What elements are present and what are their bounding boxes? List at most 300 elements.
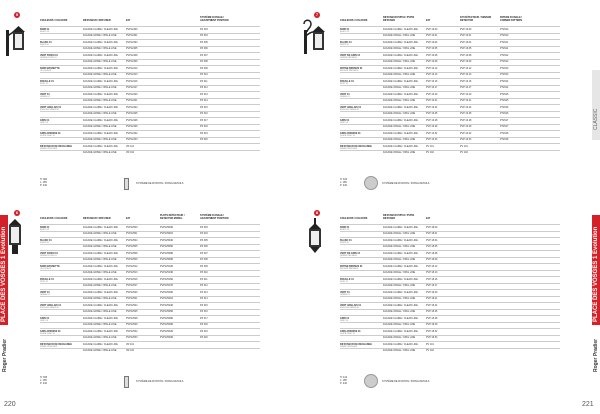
- colour-cell-english: OLD BLACK: [40, 267, 52, 270]
- header-colour: COULEURS / COLOURS: [40, 19, 68, 23]
- reference-cell: PVP 18.25: [426, 310, 438, 313]
- dim-width: L: 185: [40, 379, 47, 382]
- diffuser-cell: FACADE CLAIRE / CLEAR LINE: [83, 27, 118, 31]
- colour-cell-english: GREY 01: [40, 319, 49, 322]
- wall-lantern-icon: [4, 20, 26, 60]
- accessory-cell: PT2914: [500, 79, 509, 83]
- colour-cell-french: VERT ANGLAIS 01: [340, 105, 362, 109]
- colour-cell-french: NOIR MASSETTE: [40, 66, 60, 70]
- diffuser-cell: FACADE OPALE / OPAL LINE: [383, 151, 416, 154]
- reference-cell: PVP12421: [126, 99, 138, 102]
- reference-cell: PVP12417: [126, 86, 138, 89]
- colour-cell-english: WHITE 01: [40, 241, 50, 244]
- diffuser-cell: FACADE CLAIRE / CLEAR LINE: [383, 40, 418, 44]
- product-section-5: [15, 12, 260, 202]
- colour-cell-english: RUST 01: [40, 280, 49, 283]
- reference-cell: PVP12429: [126, 125, 138, 128]
- reference-cell: PVP 16.13: [426, 73, 438, 76]
- product-badge: 7: [315, 12, 319, 17]
- diffuser-cell: FACADE CLAIRE / CLEAR LINE: [383, 290, 418, 294]
- detector-cell: PVP12520D: [160, 290, 174, 294]
- colour-cell-french: ROUILLE 01: [40, 79, 54, 83]
- dimensions: [340, 376, 347, 385]
- accessory-cell: PT2917: [500, 125, 509, 128]
- dimension-diagram-icon: [124, 376, 129, 388]
- reference-cell: PVP12412: [126, 66, 138, 70]
- colour-cell-english: GREEN 01: [40, 95, 50, 98]
- accessory-cell: PZ 304: [200, 34, 208, 37]
- reference-cell: PVP12425: [126, 112, 138, 115]
- detector-cell: PVP 16.00: [460, 27, 472, 31]
- product-badge: 5: [15, 12, 19, 17]
- spec-table: [40, 26, 260, 156]
- colour-cell-english: WHITE 01: [40, 43, 50, 46]
- diffuser-cell: FACADE CLAIRE / CLEAR LINE: [83, 264, 118, 268]
- reference-cell: PVP12525: [126, 310, 138, 313]
- colour-cell-french: GRIS ARDOISE 01: [40, 329, 61, 333]
- diffuser-cell: FACADE CLAIRE / CLEAR LINE: [83, 342, 118, 346]
- colour-cell-english: RUST 01: [340, 280, 349, 283]
- reference-cell: PVP12529: [126, 323, 138, 326]
- dim-height: H: 420: [340, 178, 348, 181]
- detector-cell: PVP12528D: [160, 316, 174, 320]
- header-diffuser: DIFFUSEUR / DIFFUSER: [83, 217, 111, 221]
- colour-cell-french: NOIR 01: [340, 225, 350, 229]
- reference-cell: PVP 16.12: [426, 66, 438, 70]
- accessory-cell: PZ 311: [200, 79, 208, 83]
- detector-cell: PVP 16.17: [460, 86, 472, 89]
- detector-cell: PVP12516D: [160, 277, 174, 281]
- colour-cell-english: GREEN 01: [40, 293, 50, 296]
- colour-cell-french: GRIS ARDOISE 01: [340, 131, 361, 135]
- dim-depth: P: 240: [40, 382, 47, 385]
- colour-cell-french: NOIR MASSETTE: [40, 264, 60, 268]
- diffuser-cell: FACADE GRISE / OPALE LINE: [83, 138, 117, 141]
- accessory-cell: PZ 309: [200, 264, 208, 268]
- reference-cell: PVP 18.05: [426, 245, 438, 248]
- accessory-cell: PZ 308: [200, 60, 208, 63]
- colour-cell-english: OLD BLACK: [40, 69, 52, 72]
- colour-cell-french: DIFFUSEUR DE RECHANGE: [340, 342, 373, 346]
- accessory-cell: PT2912: [500, 60, 509, 63]
- diffuser-cell: FACADE OPALE / OPAL LINE: [383, 138, 416, 141]
- reference-cell: VR 101: [126, 342, 134, 346]
- colour-cell-french: VERT DE GRIS 01: [340, 251, 361, 255]
- colour-cell-english: SPARE DIFFUSER: [40, 345, 58, 348]
- dimensions: [40, 178, 47, 187]
- diffuser-cell: FACADE CLAIRE / CLEAR LINE: [383, 105, 418, 109]
- colour-cell-english: SLATE GREY 01: [40, 134, 56, 137]
- diffuser-cell: FACADE OPALE / OPAL LINE: [383, 232, 416, 235]
- reference-cell: PVP12400: [126, 27, 138, 31]
- diffuser-cell: FACADE GRISE / OPALE LINE: [83, 349, 117, 352]
- diffuser-cell: FACADE GRISE / OPALE LINE: [83, 297, 117, 300]
- reference-cell: PVP 18.32: [426, 329, 438, 333]
- dimensions: [340, 178, 347, 187]
- diffuser-cell: FACADE GRISE / OPALE LINE: [83, 73, 117, 76]
- dim-width: L: 185: [40, 181, 47, 184]
- detector-cell: PVP12533D: [160, 336, 174, 339]
- detector-cell: PVP12505D: [160, 245, 174, 248]
- accessory-cell: PZ 318: [200, 125, 208, 128]
- detector-cell: PVP 16.24: [460, 105, 472, 109]
- diffuser-cell: FACADE CLAIRE / CLEAR LINE: [83, 290, 118, 294]
- reference-cell: PVP12405: [126, 47, 138, 50]
- colour-cell-english: GREEN ROSSI 01: [40, 56, 57, 59]
- reference-cell: PVP 16.25: [426, 112, 438, 115]
- accessory-cell: PZ 318: [200, 323, 208, 326]
- dimensions: [40, 376, 47, 385]
- reference-cell: PVP 16.21: [426, 99, 438, 102]
- colour-cell-french: BLANC 01: [40, 238, 52, 242]
- reference-cell: PVP12424: [126, 105, 138, 109]
- reference-cell: PVP12413: [126, 73, 138, 76]
- colour-cell-french: VERT 01: [40, 92, 50, 96]
- accessory-cell: PZ 303: [200, 27, 208, 31]
- header-corner: PATERE D'ANGLE / CORNER PATTERN: [500, 16, 522, 23]
- spec-table: [340, 224, 560, 354]
- reference-cell: PVP12408: [126, 53, 138, 57]
- detector-cell: PVP12501D: [160, 232, 174, 235]
- reference-cell: PVP12500: [126, 225, 138, 229]
- detector-cell: PVP 16.29: [460, 125, 472, 128]
- dim-height: H: 380: [40, 178, 48, 181]
- reference-cell: PVP 18.21: [426, 297, 438, 300]
- diffuser-cell: FACADE CLAIRE / CLEAR LINE: [83, 79, 118, 83]
- diffuser-cell: FACADE CLAIRE / CLEAR LINE: [83, 303, 118, 307]
- detector-cell: PVP12517D: [160, 284, 174, 287]
- reference-cell: PVP12520: [126, 290, 138, 294]
- fixing-note: SYSTÈME DE FIXATION / FIXING DETAILS: [382, 182, 430, 185]
- diffuser-cell: FACADE OPALE / OPAL LINE: [383, 47, 416, 50]
- diffuser-cell: FACADE CLAIRE / CLEAR LINE: [383, 342, 418, 346]
- colour-cell-french: VERT ROSSI 01: [40, 53, 58, 57]
- detector-cell: PVP 16.21: [460, 99, 472, 102]
- detector-cell: PVP 16.13: [460, 73, 472, 76]
- diffuser-cell: FACADE OPALE / OPAL LINE: [383, 297, 416, 300]
- colour-cell-english: BLACK 01: [40, 30, 50, 33]
- colour-cell-english: ENGLISH GREEN 01: [340, 108, 360, 111]
- reference-cell: PVP12504: [126, 238, 138, 242]
- diffuser-cell: FACADE CLAIRE / CLEAR LINE: [83, 277, 118, 281]
- accessory-cell: PZ 315: [200, 105, 208, 109]
- diffuser-cell: FACADE CLAIRE / CLEAR LINE: [383, 53, 418, 57]
- accessory-cell: PZ 312: [200, 284, 208, 287]
- diffuser-cell: FACADE OPALE / OPAL LINE: [383, 271, 416, 274]
- accessory-cell: PZ 317: [200, 316, 208, 320]
- brand-name-left: Roger Pradier: [2, 338, 8, 372]
- accessory-cell: PZ 310: [200, 73, 208, 76]
- accessory-cell: PZ 305: [200, 40, 208, 44]
- colour-cell-french: VERT 01: [340, 290, 350, 294]
- reference-cell: PVP 16.33: [426, 138, 438, 141]
- reference-cell: PV 101: [426, 144, 434, 148]
- colour-cell-french: BLANC 01: [340, 238, 352, 242]
- diffuser-cell: FACADE GRISE / OPALE LINE: [83, 284, 117, 287]
- header-diffuser: DIFFUSEUR / DIFFUSER: [83, 19, 111, 23]
- colour-cell-french: GRIS 01: [340, 118, 350, 122]
- diffuser-cell: FACADE CLAIRE / CLEAR LINE: [83, 92, 118, 96]
- diffuser-cell: FACADE CLAIRE / CLEAR LINE: [83, 329, 118, 333]
- reference-cell: PVP 16.16: [426, 79, 438, 83]
- diffuser-cell: FACADE CLAIRE / CLEAR LINE: [83, 40, 118, 44]
- detector-cell: PVP 16.33: [460, 138, 472, 141]
- hanging-lantern-icon: [306, 218, 324, 256]
- diffuser-cell: FACADE CLAIRE / CLEAR LINE: [83, 238, 118, 242]
- detector-cell: PVP12512D: [160, 264, 174, 268]
- reference-cell: VR 101: [126, 144, 134, 148]
- reference-cell: PV 101: [426, 342, 434, 346]
- reference-cell: PVP 18.12: [426, 264, 438, 268]
- colour-cell-english: RUST 01: [40, 82, 49, 85]
- accessory-cell: PT2913: [500, 73, 509, 76]
- colour-cell-french: VERT ANGLAIS 01: [340, 303, 362, 307]
- colour-cell-french: ROUILLE 01: [340, 79, 354, 83]
- reference-cell: PVP 16.32: [426, 131, 438, 135]
- detector-cell: PVP 16.12: [460, 66, 472, 70]
- diffuser-cell: FACADE CLAIRE / CLEAR LINE: [83, 251, 118, 255]
- reference-cell: PVP12401: [126, 34, 138, 37]
- colour-cell-french: VERT ANGLAIS 01: [40, 303, 62, 307]
- colour-cell-english: GREY 01: [40, 121, 49, 124]
- colour-cell-english: ENGLISH GREEN 01: [40, 108, 60, 111]
- colour-cell-french: NOIR 01: [340, 27, 350, 31]
- accessory-cell: PT2911: [500, 40, 509, 44]
- table-header: [340, 12, 560, 24]
- colour-cell-french: VERT 01: [40, 290, 50, 294]
- detector-cell: PVP12504D: [160, 238, 174, 242]
- reference-cell: PVP 18.16: [426, 277, 438, 281]
- reference-cell: PVP 16.01: [426, 34, 438, 37]
- accessory-cell: PZ 306: [200, 245, 208, 248]
- header-adjustment: SYSTÈME D'ANGLE / ADJUSTMENT POSITION: [200, 16, 229, 23]
- reference-cell: PVP12517: [126, 284, 138, 287]
- reference-cell: PVP12404: [126, 40, 138, 44]
- accessory-cell: PZ 304: [200, 232, 208, 235]
- colour-cell-english: SLATE GREY 01: [340, 134, 356, 137]
- colour-cell-french: BLANC 01: [340, 40, 352, 44]
- colour-cell-french: VERT 01: [340, 92, 350, 96]
- reference-cell: PVP12432: [126, 131, 138, 135]
- diffuser-cell: FACADE OPALE / OPAL LINE: [383, 86, 416, 89]
- colour-cell-english: RUST 01: [340, 82, 349, 85]
- reference-cell: PVP12420: [126, 92, 138, 96]
- colour-cell-english: SPARE DIFFUSER: [40, 147, 58, 150]
- accessory-cell: PZ 319: [200, 131, 208, 135]
- diffuser-cell: FACADE CLAIRE / CLEAR LINE: [383, 329, 418, 333]
- accessory-cell: PZ 320: [200, 138, 208, 141]
- diffuser-cell: FACADE CLAIRE / CLEAR LINE: [383, 92, 418, 96]
- detector-cell: PV 102: [460, 151, 468, 154]
- accessory-cell: PZ 303: [200, 225, 208, 229]
- accessory-cell: PT2911: [500, 47, 509, 50]
- reference-cell: PVP 16.17: [426, 86, 438, 89]
- diffuser-cell: FACADE CLAIRE / CLEAR LINE: [383, 264, 418, 268]
- accessory-cell: PZ 306: [200, 47, 208, 50]
- diffuser-cell: FACADE OPALE / OPAL LINE: [383, 60, 416, 63]
- diffuser-cell: FACADE CLAIRE / CLEAR LINE: [383, 66, 418, 70]
- dim-height: H: 395: [40, 376, 48, 379]
- dim-width: L: 185: [340, 181, 347, 184]
- accessory-cell: PZ 310: [200, 271, 208, 274]
- diffuser-cell: FACADE CLAIRE / CLEAR LINE: [383, 131, 418, 135]
- colour-cell-english: SLATE GREY 01: [40, 332, 56, 335]
- diffuser-cell: FACADE CLAIRE / CLEAR LINE: [83, 225, 118, 229]
- table-header: [40, 210, 260, 222]
- accessory-cell: PZ 317: [200, 118, 208, 122]
- colour-cell-english: SPARE DIFFUSER: [340, 345, 358, 348]
- reference-cell: PVP 18.33: [426, 336, 438, 339]
- reference-cell: PVP 18.01: [426, 232, 438, 235]
- diffuser-cell: FACADE CLAIRE / CLEAR LINE: [83, 53, 118, 57]
- accessory-cell: PZ 311: [200, 277, 208, 281]
- diffuser-cell: FACADE CLAIRE / CLEAR LINE: [383, 27, 418, 31]
- diffuser-cell: FACADE CLAIRE / CLEAR LINE: [383, 225, 418, 229]
- diffuser-cell: FACADE OPALE / OPAL LINE: [383, 258, 416, 261]
- detector-cell: PVP 16.08: [460, 53, 472, 57]
- colour-cell-french: VERT ANGLAIS 01: [40, 105, 62, 109]
- product-badge: 8: [315, 210, 319, 215]
- dim-depth: P: 240: [40, 184, 47, 187]
- accessory-cell: PZ 312: [200, 86, 208, 89]
- header-diffuser: DIFFUSEUR PVP04 / PVP04 DIFFUSER: [383, 16, 415, 23]
- colour-cell-french: PATINE BRONZE 01: [340, 264, 363, 268]
- product-section-6: [15, 210, 260, 400]
- header-e27: E27: [426, 19, 431, 23]
- accessory-cell: PZ 314: [200, 99, 208, 102]
- diffuser-cell: FACADE CLAIRE / CLEAR LINE: [383, 303, 418, 307]
- diffuser-cell: FACADE CLAIRE / CLEAR LINE: [383, 251, 418, 255]
- accessory-cell: PZ 316: [200, 112, 208, 115]
- detector-cell: PVP 16.25: [460, 112, 472, 115]
- reference-cell: PVP 18.00: [426, 225, 438, 229]
- detector-cell: PVP 16.20: [460, 92, 472, 96]
- colour-cell-french: ROUILLE 01: [40, 277, 54, 281]
- accessory-cell: PT2916: [500, 105, 509, 109]
- product-badge: 6: [15, 210, 19, 215]
- colour-cell-french: GRIS ARDOISE 01: [340, 329, 361, 333]
- colour-cell-english: SLATE GREY 01: [340, 332, 356, 335]
- diffuser-cell: FACADE GRISE / OPALE LINE: [83, 125, 117, 128]
- diffuser-cell: FACADE OPALE / OPAL LINE: [383, 99, 416, 102]
- diffuser-cell: FACADE GRISE / OPALE LINE: [83, 323, 117, 326]
- accessory-cell: PZ 320: [200, 336, 208, 339]
- diffuser-cell: FACADE GRISE / OPALE LINE: [83, 86, 117, 89]
- colour-cell-english: ENGLISH GREEN 01: [40, 306, 60, 309]
- detector-cell: PVP 16.16: [460, 79, 472, 83]
- diffuser-cell: FACADE GRISE / OPALE LINE: [83, 151, 117, 154]
- diffuser-cell: FACADE GRISE / OPALE LINE: [83, 271, 117, 274]
- diffuser-cell: FACADE OPALE / OPAL LINE: [383, 245, 416, 248]
- colour-cell-english: WHITE 01: [340, 43, 350, 46]
- colour-cell-french: GRIS 01: [40, 316, 50, 320]
- reference-cell: PVP12528: [126, 316, 138, 320]
- colour-cell-french: BLANC 01: [40, 40, 52, 44]
- detector-cell: PVP12508D: [160, 251, 174, 255]
- reference-cell: PVP 18.24: [426, 303, 438, 307]
- detector-cell: PVP 16.28: [460, 118, 472, 122]
- colour-cell-english: GREY 01: [340, 121, 349, 124]
- detector-cell: PVP 16.32: [460, 131, 472, 135]
- reference-cell: VR 102: [126, 349, 134, 352]
- colour-cell-french: ROUILLE 01: [340, 277, 354, 281]
- reference-cell: PVP 16.08: [426, 53, 438, 57]
- accessory-cell: PZ 305: [200, 238, 208, 242]
- accessory-cell: PT2913: [500, 66, 509, 70]
- reference-cell: PVP12521: [126, 297, 138, 300]
- detector-cell: PVP 16.05: [460, 47, 472, 50]
- edition-name: Evolution: [593, 226, 599, 254]
- detector-cell: PVP 16.04: [460, 40, 472, 44]
- reference-cell: PVP 16.04: [426, 40, 438, 44]
- collection-name: PLACE DES VOSGES 1: [1, 255, 7, 322]
- colour-cell-english: GREEN ROSSI 01: [40, 254, 57, 257]
- colour-cell-french: NOIR 01: [40, 225, 50, 229]
- accessory-cell: PT2918: [500, 131, 509, 135]
- page-right: [300, 0, 600, 414]
- colour-cell-english: WHITE 01: [340, 241, 350, 244]
- detector-cell: PVP12529D: [160, 323, 174, 326]
- accessory-cell: PZ 319: [200, 329, 208, 333]
- reference-cell: PV 102: [426, 349, 434, 352]
- reference-cell: PVP 18.04: [426, 238, 438, 242]
- colour-cell-english: GREEN PATINA 01: [340, 254, 358, 257]
- colour-cell-english: BLACK 01: [340, 30, 350, 33]
- diffuser-cell: FACADE CLAIRE / CLEAR LINE: [383, 118, 418, 122]
- colour-cell-french: PATINE BRONZE 01: [340, 66, 363, 70]
- spec-table: [40, 224, 260, 354]
- detector-cell: PVP 16.09: [460, 60, 472, 63]
- reference-cell: PVP 18.08: [426, 251, 438, 255]
- lantern-icon: [6, 218, 24, 256]
- reference-cell: PVP 16.29: [426, 125, 438, 128]
- accessory-cell: PT2916: [500, 112, 509, 115]
- table-header: [340, 210, 560, 222]
- colour-cell-english: GREEN 01: [340, 95, 350, 98]
- diffuser-cell: FACADE OPALE / OPAL LINE: [383, 349, 416, 352]
- reference-cell: PVP12509: [126, 258, 138, 261]
- accessory-cell: PT2910: [500, 34, 509, 37]
- reference-cell: PVP 16.24: [426, 105, 438, 109]
- reference-cell: PVP12524: [126, 303, 138, 307]
- accessory-cell: PZ 313: [200, 290, 208, 294]
- category-label: CLASSIC: [593, 108, 599, 130]
- diffuser-cell: FACADE OPALE / OPAL LINE: [383, 310, 416, 313]
- diffuser-cell: FACADE GRISE / OPALE LINE: [83, 99, 117, 102]
- reference-cell: PVP 18.09: [426, 258, 438, 261]
- dimension-diagram-icon: [124, 178, 129, 190]
- header-detector: KIT DÉTECTEUR / SENSOR DETECTOR: [460, 16, 492, 23]
- reference-cell: PVP12428: [126, 118, 138, 122]
- dim-depth: P: 240: [340, 184, 347, 187]
- edition-name: Evolution: [1, 226, 7, 254]
- reference-cell: PVP12533: [126, 336, 138, 339]
- colour-cell-english: BRONZE PATINA 01: [340, 267, 359, 270]
- accessory-cell: PZ 308: [200, 258, 208, 261]
- diffuser-cell: FACADE CLAIRE / CLEAR LINE: [383, 144, 418, 148]
- reference-cell: PVP 18.17: [426, 284, 438, 287]
- reference-cell: PVP12501: [126, 232, 138, 235]
- accessory-cell: PT2918: [500, 138, 509, 141]
- accessory-cell: PZ 309: [200, 66, 208, 70]
- collection-title-right: [593, 227, 599, 322]
- diffuser-cell: FACADE OPALE / OPAL LINE: [383, 34, 416, 37]
- diffuser-cell: FACADE OPALE / OPAL LINE: [383, 284, 416, 287]
- diffuser-cell: FACADE CLAIRE / CLEAR LINE: [383, 277, 418, 281]
- spec-table: [340, 26, 560, 156]
- fixing-plate-icon: [364, 374, 378, 388]
- detector-cell: PVP12509D: [160, 258, 174, 261]
